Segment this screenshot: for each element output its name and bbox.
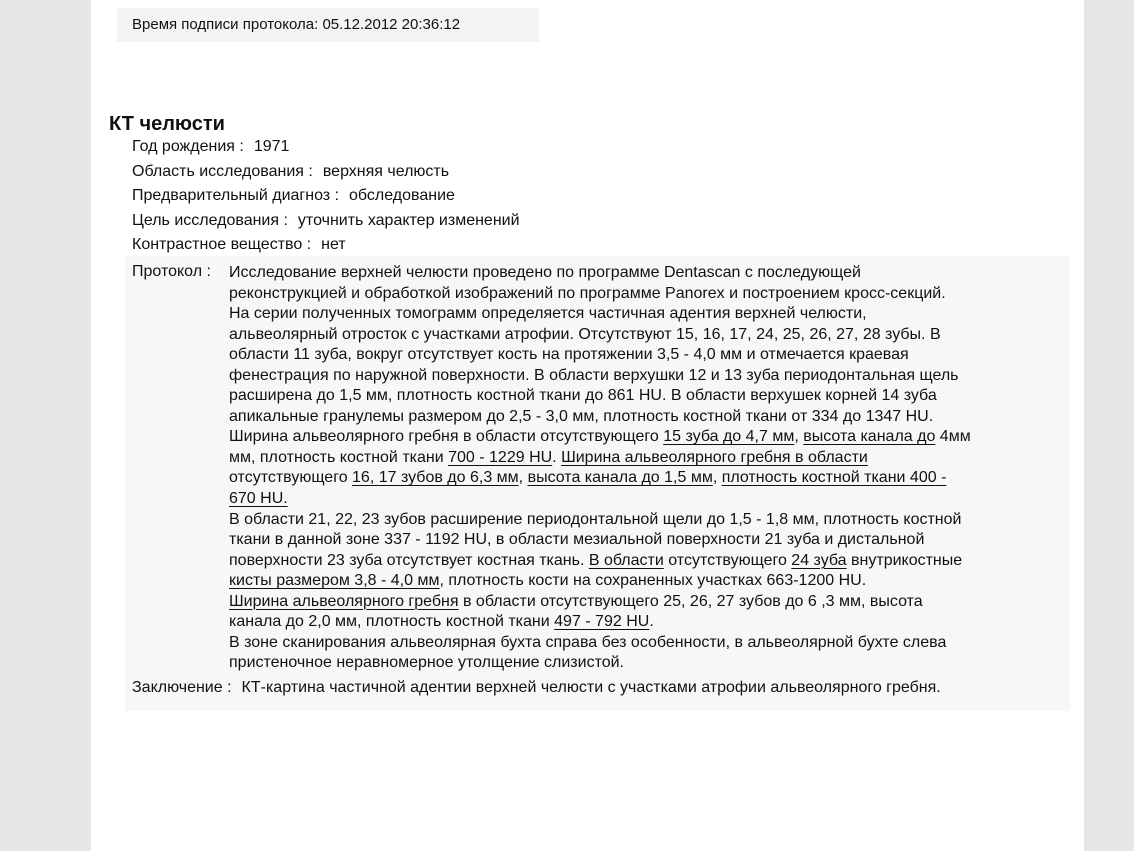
underlined-text: 15 зуба до 4,7 мм — [663, 428, 795, 446]
underlined-text: Ширина альвеолярного гребня — [229, 592, 459, 610]
protocol-text — [229, 263, 1074, 674]
protocol-line: Исследование верхней челюсти проведено по программе Dentascan с последующей — [229, 264, 861, 281]
underlined-text: В области — [588, 551, 664, 569]
text-span: , плотность кости на сохраненных участках 663-1200 HU. — [439, 572, 867, 590]
conclusion-line — [132, 679, 941, 697]
text-span: отсутствующего — [229, 469, 353, 487]
protocol-line: фенестрация по наружной поверхности. В области верхушки 12 и 13 зуба периодонтальная щель — [229, 366, 959, 384]
text-span: Ширина альвеолярного гребня в области отсутствующего — [229, 428, 664, 446]
field-preliminary-diagnosis — [132, 187, 520, 212]
text-span: , — [518, 469, 528, 487]
handwritten-note: 4мм — [935, 428, 971, 446]
underlined-text: 24 зуба — [791, 551, 847, 569]
field-value: 1971 — [253, 138, 290, 155]
protocol-line: В области 21, 22, 23 зубов расширение периодонтальной щели до 1,5 - 1,8 мм, плотность костной — [229, 510, 962, 528]
field-label: Предварительный диагноз : — [132, 187, 340, 204]
protocol-line: области 11 зуба, вокруг отсутствует кость на протяжении 3,5 - 4,0 мм и отмечается краевая — [229, 346, 909, 364]
protocol-line: реконструкцией и обработкой изображений по программе Panorex и построением кросс-секций. — [229, 284, 946, 302]
protocol-line — [229, 592, 1074, 613]
text-span: , — [712, 469, 722, 487]
underlined-text: 700 - 1229 HU — [448, 448, 553, 466]
protocol-label: Протокол : — [132, 263, 211, 280]
protocol-line — [229, 489, 1074, 510]
field-study-area — [132, 163, 520, 188]
protocol-line — [229, 427, 1074, 448]
protocol-line — [229, 551, 1074, 572]
text-span: внутрикостные — [846, 551, 963, 569]
field-label: Контрастное вещество : — [132, 236, 312, 253]
underlined-text: 497 - 792 HU — [554, 613, 650, 631]
signature-label: Время подписи протокола: — [132, 16, 319, 33]
text-span: , — [794, 428, 804, 446]
field-birth-year — [132, 138, 520, 163]
underlined-text: 16, 17 зубов до 6,3 мм — [352, 469, 519, 487]
report-title: КТ челюсти — [109, 113, 225, 135]
protocol-line: альвеолярный отросток с участками атрофии. Отсутствуют 15, 16, 17, 24, 25, 26, 27, 28 зубы. В — [229, 325, 941, 343]
text-span: . — [552, 448, 562, 466]
field-study-purpose — [132, 212, 520, 237]
field-label: Год рождения : — [132, 138, 244, 155]
text-span: в области отсутствующего 25, 26, 27 зубов до 6 ,3 мм, высота — [458, 592, 923, 610]
protocol-line — [229, 571, 1074, 592]
report-fields — [132, 138, 520, 261]
protocol-line — [229, 612, 1074, 633]
field-label: Область исследования : — [132, 162, 313, 180]
text-span: . — [649, 613, 654, 631]
field-value: верхняя челюсть — [322, 162, 450, 180]
underlined-text: 670 HU. — [229, 490, 288, 508]
text-span: поверхности 23 зуба отсутствует костная ткань. — [229, 551, 589, 569]
field-value: уточнить характер изменений — [297, 211, 520, 229]
text-span: канала до 2,0 мм, плотность костной ткани — [229, 613, 555, 631]
protocol-line: расширена до 1,5 мм, плотность костной ткани до 861 HU. В области верхушек корней 14 зуба — [229, 387, 937, 405]
field-value: обследование — [349, 187, 455, 204]
text-span: мм, плотность костной ткани — [229, 448, 449, 466]
underlined-text: высота канала до 1,5 мм — [527, 469, 713, 487]
protocol-line — [229, 468, 1074, 489]
field-label: Цель исследования : — [132, 211, 288, 229]
underlined-text: плотность костной ткани 400 - — [721, 469, 947, 487]
conclusion-text: КТ-картина частичной адентии верхней челюсти с участками атрофии альвеолярного гребня. — [241, 679, 941, 696]
signature-time: 05.12.2012 20:36:12 — [322, 16, 461, 33]
underlined-text: Ширина альвеолярного гребня в области — [561, 448, 868, 466]
conclusion-label: Заключение : — [132, 679, 232, 696]
signature-line — [132, 16, 460, 33]
protocol-line: В зоне сканирования альвеолярная бухта справа без особенности, в альвеолярной бухте слева — [229, 633, 947, 651]
underlined-text: высота канала до — [803, 428, 936, 446]
protocol-line — [229, 448, 1074, 469]
underlined-text: кисты размером 3,8 - 4,0 мм — [229, 572, 440, 590]
protocol-line: апикальные гранулемы размером до 2,5 - 3,0 мм, плотность костной ткани от 334 до 1347 HU. — [229, 407, 934, 425]
text-span: отсутствующего — [663, 551, 792, 569]
protocol-line: пристеночное неравномерное утолщение слизистой. — [229, 654, 624, 672]
protocol-line: На серии полученных томограмм определяется частичная адентия верхней челюсти, — [229, 305, 867, 323]
protocol-line: ткани в данной зоне 337 - 1192 HU, в области мезиальной поверхности 21 зуба и дистальной — [229, 531, 925, 549]
field-value: нет — [321, 236, 346, 253]
